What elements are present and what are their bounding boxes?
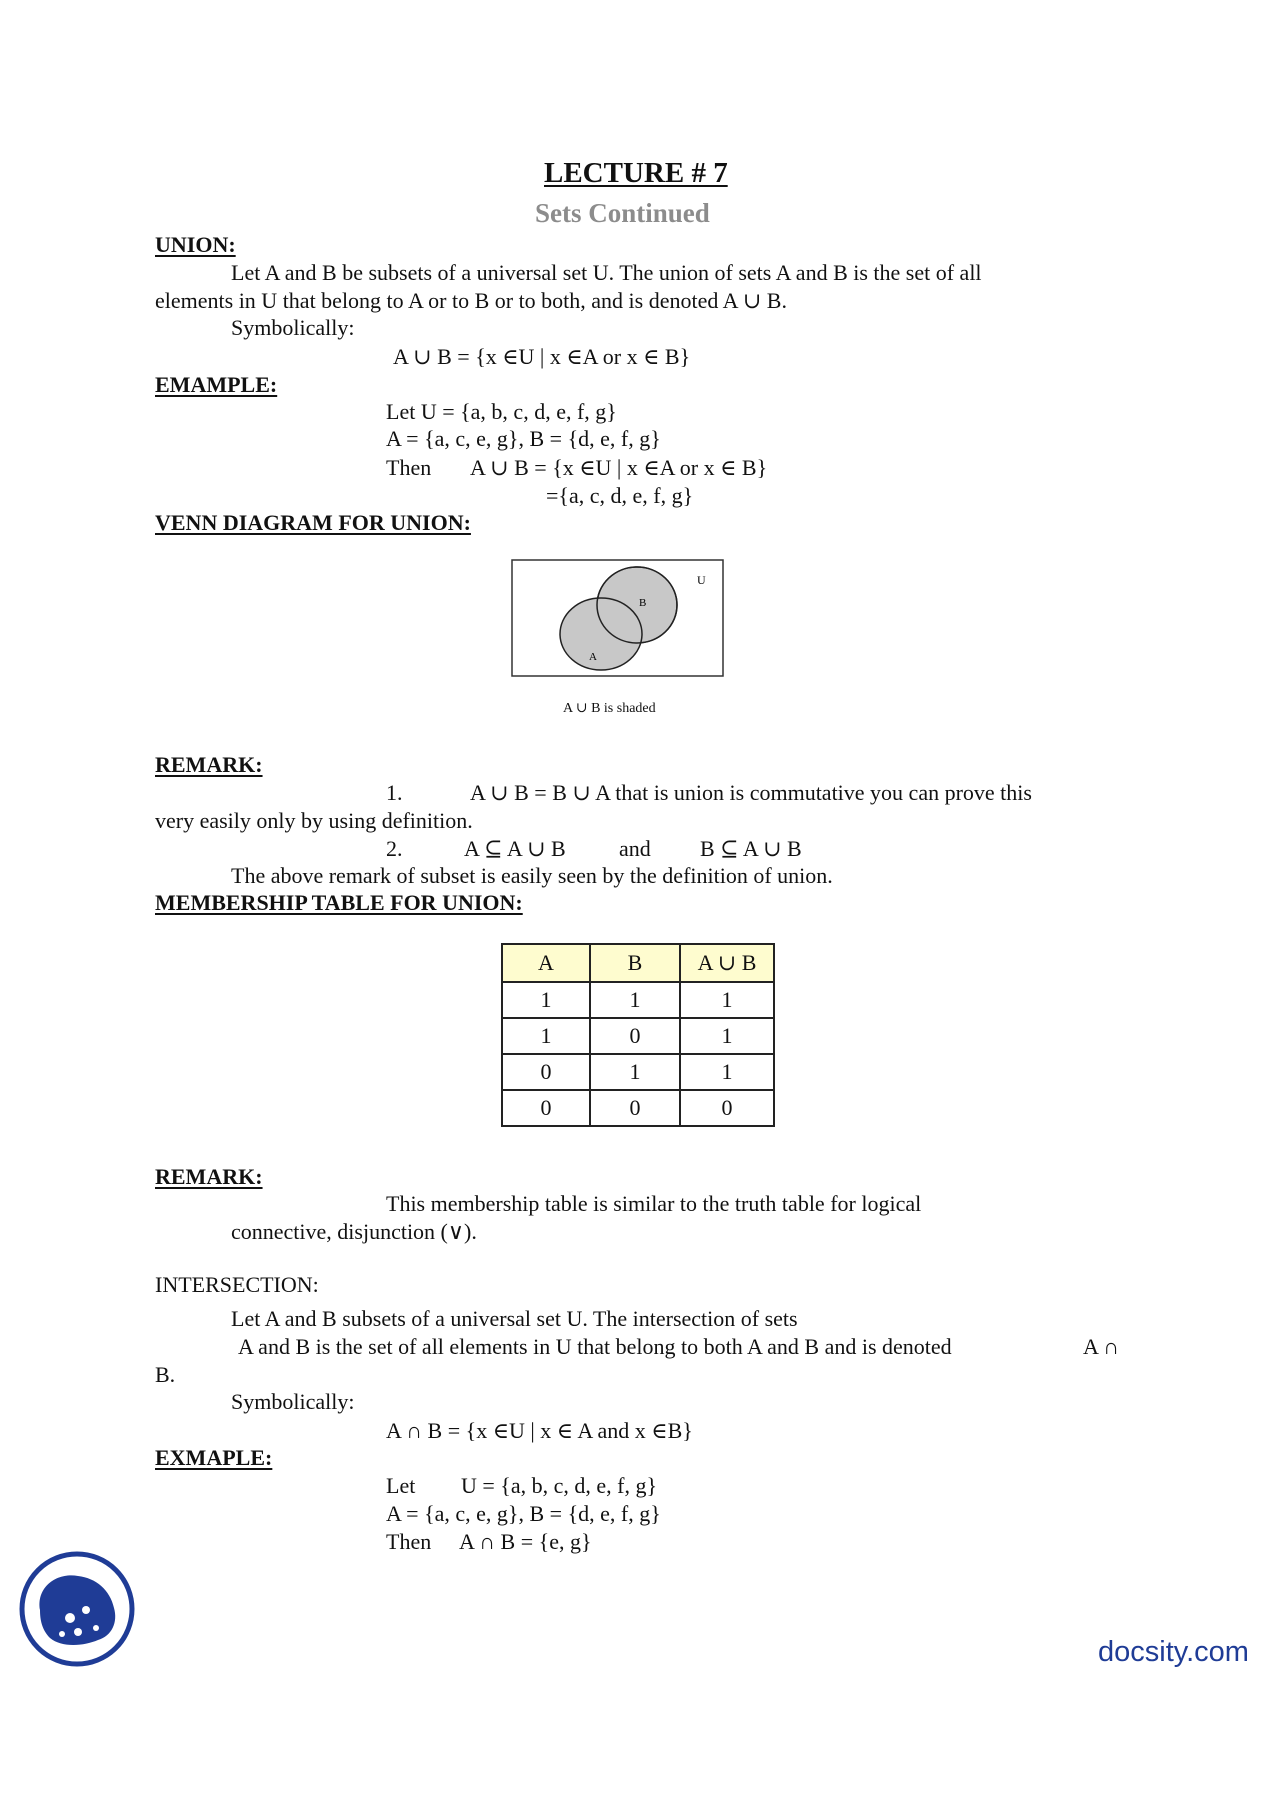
table-cell: 1 bbox=[680, 982, 774, 1018]
table-cell: 1 bbox=[680, 1054, 774, 1090]
example2-let-label: Let bbox=[386, 1473, 416, 1498]
union-symbolically-label: Symbolically: bbox=[231, 315, 355, 340]
remark1-item1-continued: very easily only by using definition. bbox=[155, 808, 473, 833]
column-header-a-union-b: A ∪ B bbox=[680, 944, 774, 982]
table-cell: 0 bbox=[590, 1090, 680, 1126]
intersection-symbolically-label: Symbolically: bbox=[231, 1389, 355, 1414]
table-cell: 0 bbox=[590, 1018, 680, 1054]
remark1-item2-and: and bbox=[619, 836, 651, 861]
table-cell: 0 bbox=[502, 1090, 590, 1126]
column-header-a: A bbox=[502, 944, 590, 982]
union-definition-line2: elements in U that belong to A or to B or to both, and is denoted A ∪ B. bbox=[155, 288, 787, 313]
table-cell: 1 bbox=[680, 1018, 774, 1054]
example1-heading: EMAMPLE: bbox=[155, 372, 278, 397]
intersection-definition-line3: B. bbox=[155, 1362, 176, 1387]
intersection-heading: INTERSECTION: bbox=[155, 1272, 319, 1297]
page-subtitle: Sets Continued bbox=[535, 198, 710, 228]
table-cell: 1 bbox=[502, 1018, 590, 1054]
venn-diagram bbox=[511, 559, 725, 679]
table-cell: 1 bbox=[590, 1054, 680, 1090]
label-u: U bbox=[697, 573, 706, 587]
remark1-note: The above remark of subset is easily seen by the definition of union. bbox=[231, 863, 833, 888]
remark1-item2-left: A ⊆ A ∪ B bbox=[464, 836, 566, 861]
union-heading: UNION: bbox=[155, 232, 236, 257]
membership-table bbox=[501, 943, 775, 1127]
remark2-heading: REMARK: bbox=[155, 1164, 263, 1189]
venn-heading: VENN DIAGRAM FOR UNION: bbox=[155, 510, 471, 535]
example1-result: ={a, c, d, e, f, g} bbox=[546, 483, 694, 508]
docsity-brand-link[interactable]: docsity.com bbox=[1098, 1636, 1249, 1668]
remark1-heading: REMARK: bbox=[155, 752, 263, 777]
intersection-definition-line1: Let A and B subsets of a universal set U. The intersection of sets bbox=[231, 1306, 798, 1331]
set-a-circle bbox=[560, 598, 642, 670]
table-cell: 1 bbox=[502, 982, 590, 1018]
table-row bbox=[502, 1054, 774, 1090]
table-row bbox=[502, 982, 774, 1018]
membership-heading: MEMBERSHIP TABLE FOR UNION: bbox=[155, 890, 523, 915]
table-cell: 0 bbox=[502, 1054, 590, 1090]
remark2-line1: This membership table is similar to the truth table for logical bbox=[386, 1191, 922, 1216]
label-b: B bbox=[639, 597, 647, 609]
example1-line1: Let U = {a, b, c, d, e, f, g} bbox=[386, 399, 617, 424]
table-cell: 0 bbox=[680, 1090, 774, 1126]
intersection-definition-line2: A and B is the set of all elements in U that belong to both A and B and is denoted bbox=[238, 1334, 952, 1359]
remark2-line2: connective, disjunction (∨). bbox=[231, 1219, 477, 1244]
intersection-formula: A ∩ B = {x ∈U | x ∈ A and x ∈B} bbox=[386, 1418, 693, 1443]
label-a: A bbox=[589, 651, 597, 663]
example1-line2: A = {a, c, e, g}, B = {d, e, f, g} bbox=[386, 426, 661, 451]
example2-line1: U = {a, b, c, d, e, f, g} bbox=[461, 1473, 658, 1498]
page-title: LECTURE # 7 bbox=[544, 157, 728, 189]
example2-then-label: Then bbox=[386, 1529, 432, 1554]
remark1-item2-number: 2. bbox=[386, 836, 403, 861]
table-row bbox=[502, 1090, 774, 1126]
remark1-item1-number: 1. bbox=[386, 780, 403, 805]
example1-then-label: Then bbox=[386, 455, 432, 480]
column-header-b: B bbox=[590, 944, 680, 982]
table-row bbox=[502, 1018, 774, 1054]
example2-heading: EXMAPLE: bbox=[155, 1445, 273, 1470]
table-header-row bbox=[502, 944, 774, 982]
intersection-definition-line2-end: A ∩ bbox=[1083, 1334, 1120, 1359]
example2-result: A ∩ B = {e, g} bbox=[459, 1529, 592, 1554]
venn-caption: A ∪ B is shaded bbox=[563, 701, 656, 716]
union-definition-line1: Let A and B be subsets of a universal set U. The union of sets A and B is the set of all bbox=[231, 260, 982, 285]
remark1-item2-right: B ⊆ A ∪ B bbox=[700, 836, 802, 861]
union-formula: A ∪ B = {x ∈U | x ∈A or x ∈ B} bbox=[393, 344, 691, 369]
table-cell: 1 bbox=[590, 982, 680, 1018]
remark1-item1-text: A ∪ B = B ∪ A that is union is commutative you can prove this bbox=[470, 780, 1032, 805]
docsity-logo-icon[interactable] bbox=[18, 1550, 136, 1668]
example2-line2: A = {a, c, e, g}, B = {d, e, f, g} bbox=[386, 1501, 661, 1526]
example1-union-expr: A ∪ B = {x ∈U | x ∈A or x ∈ B} bbox=[470, 455, 768, 480]
